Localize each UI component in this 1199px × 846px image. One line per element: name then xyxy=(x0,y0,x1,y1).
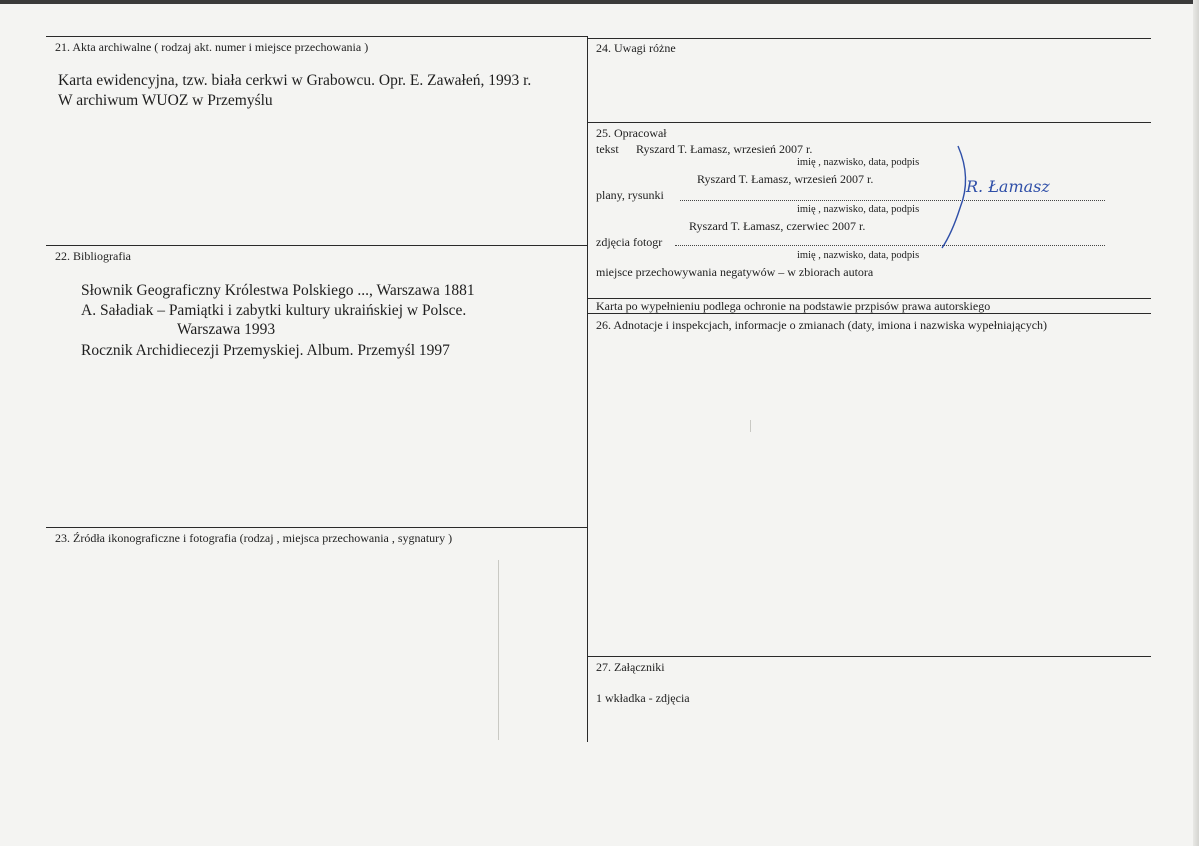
plany-label: plany, rysunki xyxy=(596,188,664,202)
section-23-heading: 23. Źródła ikonograficzne i fotografia (rodzaj , miejsca przechowania , sygnatury ) xyxy=(55,531,453,545)
section-24-heading: 24. Uwagi różne xyxy=(596,41,676,55)
bibliography-item-2-cont: Warszawa 1993 xyxy=(177,321,276,338)
section-21-heading: 21. Akta archiwalne ( rodzaj akt. numer i miejsce przechowania ) xyxy=(55,40,369,54)
caption-signature-2: imię , nazwisko, data, podpis xyxy=(797,204,920,215)
negatives-storage: miejsce przechowywania negatywów – w zbiorach autora xyxy=(596,265,874,279)
rule-above-27 xyxy=(588,656,1151,657)
plany-author: Ryszard T. Łamasz, wrzesień 2007 r. xyxy=(697,172,874,186)
section-22-heading: 22. Bibliografia xyxy=(55,249,131,263)
scan-artifact-line-2 xyxy=(750,420,751,432)
rule-above-25 xyxy=(588,122,1151,123)
rule-above-22 xyxy=(46,245,588,246)
tekst-author: Ryszard T. Łamasz, wrzesień 2007 r. xyxy=(636,142,813,156)
section-21-line-1: Karta ewidencyjna, tzw. biała cerkwi w Grabowcu. Opr. E. Zawałeń, 1993 r. xyxy=(58,72,532,89)
tekst-label: tekst xyxy=(596,142,619,156)
svg-text:R. Łamasz: R. Łamasz xyxy=(966,177,1050,196)
section-21-line-2: W archiwum WUOZ w Przemyślu xyxy=(58,92,273,109)
caption-signature-3: imię , nazwisko, data, podpis xyxy=(797,250,920,261)
right-top-rule xyxy=(588,38,1151,39)
scan-edge-right xyxy=(1193,0,1199,846)
rule-above-23 xyxy=(46,527,588,528)
section-26-heading: 26. Adnotacje i inspekcjach, informacje o zmianach (daty, imiona i nazwiska wypełniających) xyxy=(596,318,1048,332)
copyright-notice: Karta po wypełnieniu podlega ochronie na podstawie przpisów prawa autorskiego xyxy=(596,299,991,313)
caption-signature-1: imię , nazwisko, data, podpis xyxy=(797,157,920,168)
zdjecia-label: zdjęcia fotogr xyxy=(596,235,663,249)
section-27-heading: 27. Załączniki xyxy=(596,660,665,674)
left-top-rule xyxy=(46,36,588,37)
handwritten-signature xyxy=(930,138,1070,258)
center-divider xyxy=(587,36,588,742)
bibliography-item-3: Rocznik Archidiecezji Przemyskiej. Album. Przemyśl 1997 xyxy=(81,342,450,359)
section-25-heading: 25. Opracował xyxy=(596,126,667,140)
attachments-item: 1 wkładka - zdjęcia xyxy=(596,691,690,705)
bibliography-item-1: Słownik Geograficzny Królestwa Polskiego ..., Warszawa 1881 xyxy=(81,282,475,299)
scan-edge-top xyxy=(0,0,1199,4)
zdjecia-author: Ryszard T. Łamasz, czerwiec 2007 r. xyxy=(689,219,866,233)
scan-artifact-line xyxy=(498,560,499,740)
bibliography-item-2: A. Saładiak – Pamiątki i zabytki kultury ukraińskiej w Polsce. xyxy=(81,302,467,319)
